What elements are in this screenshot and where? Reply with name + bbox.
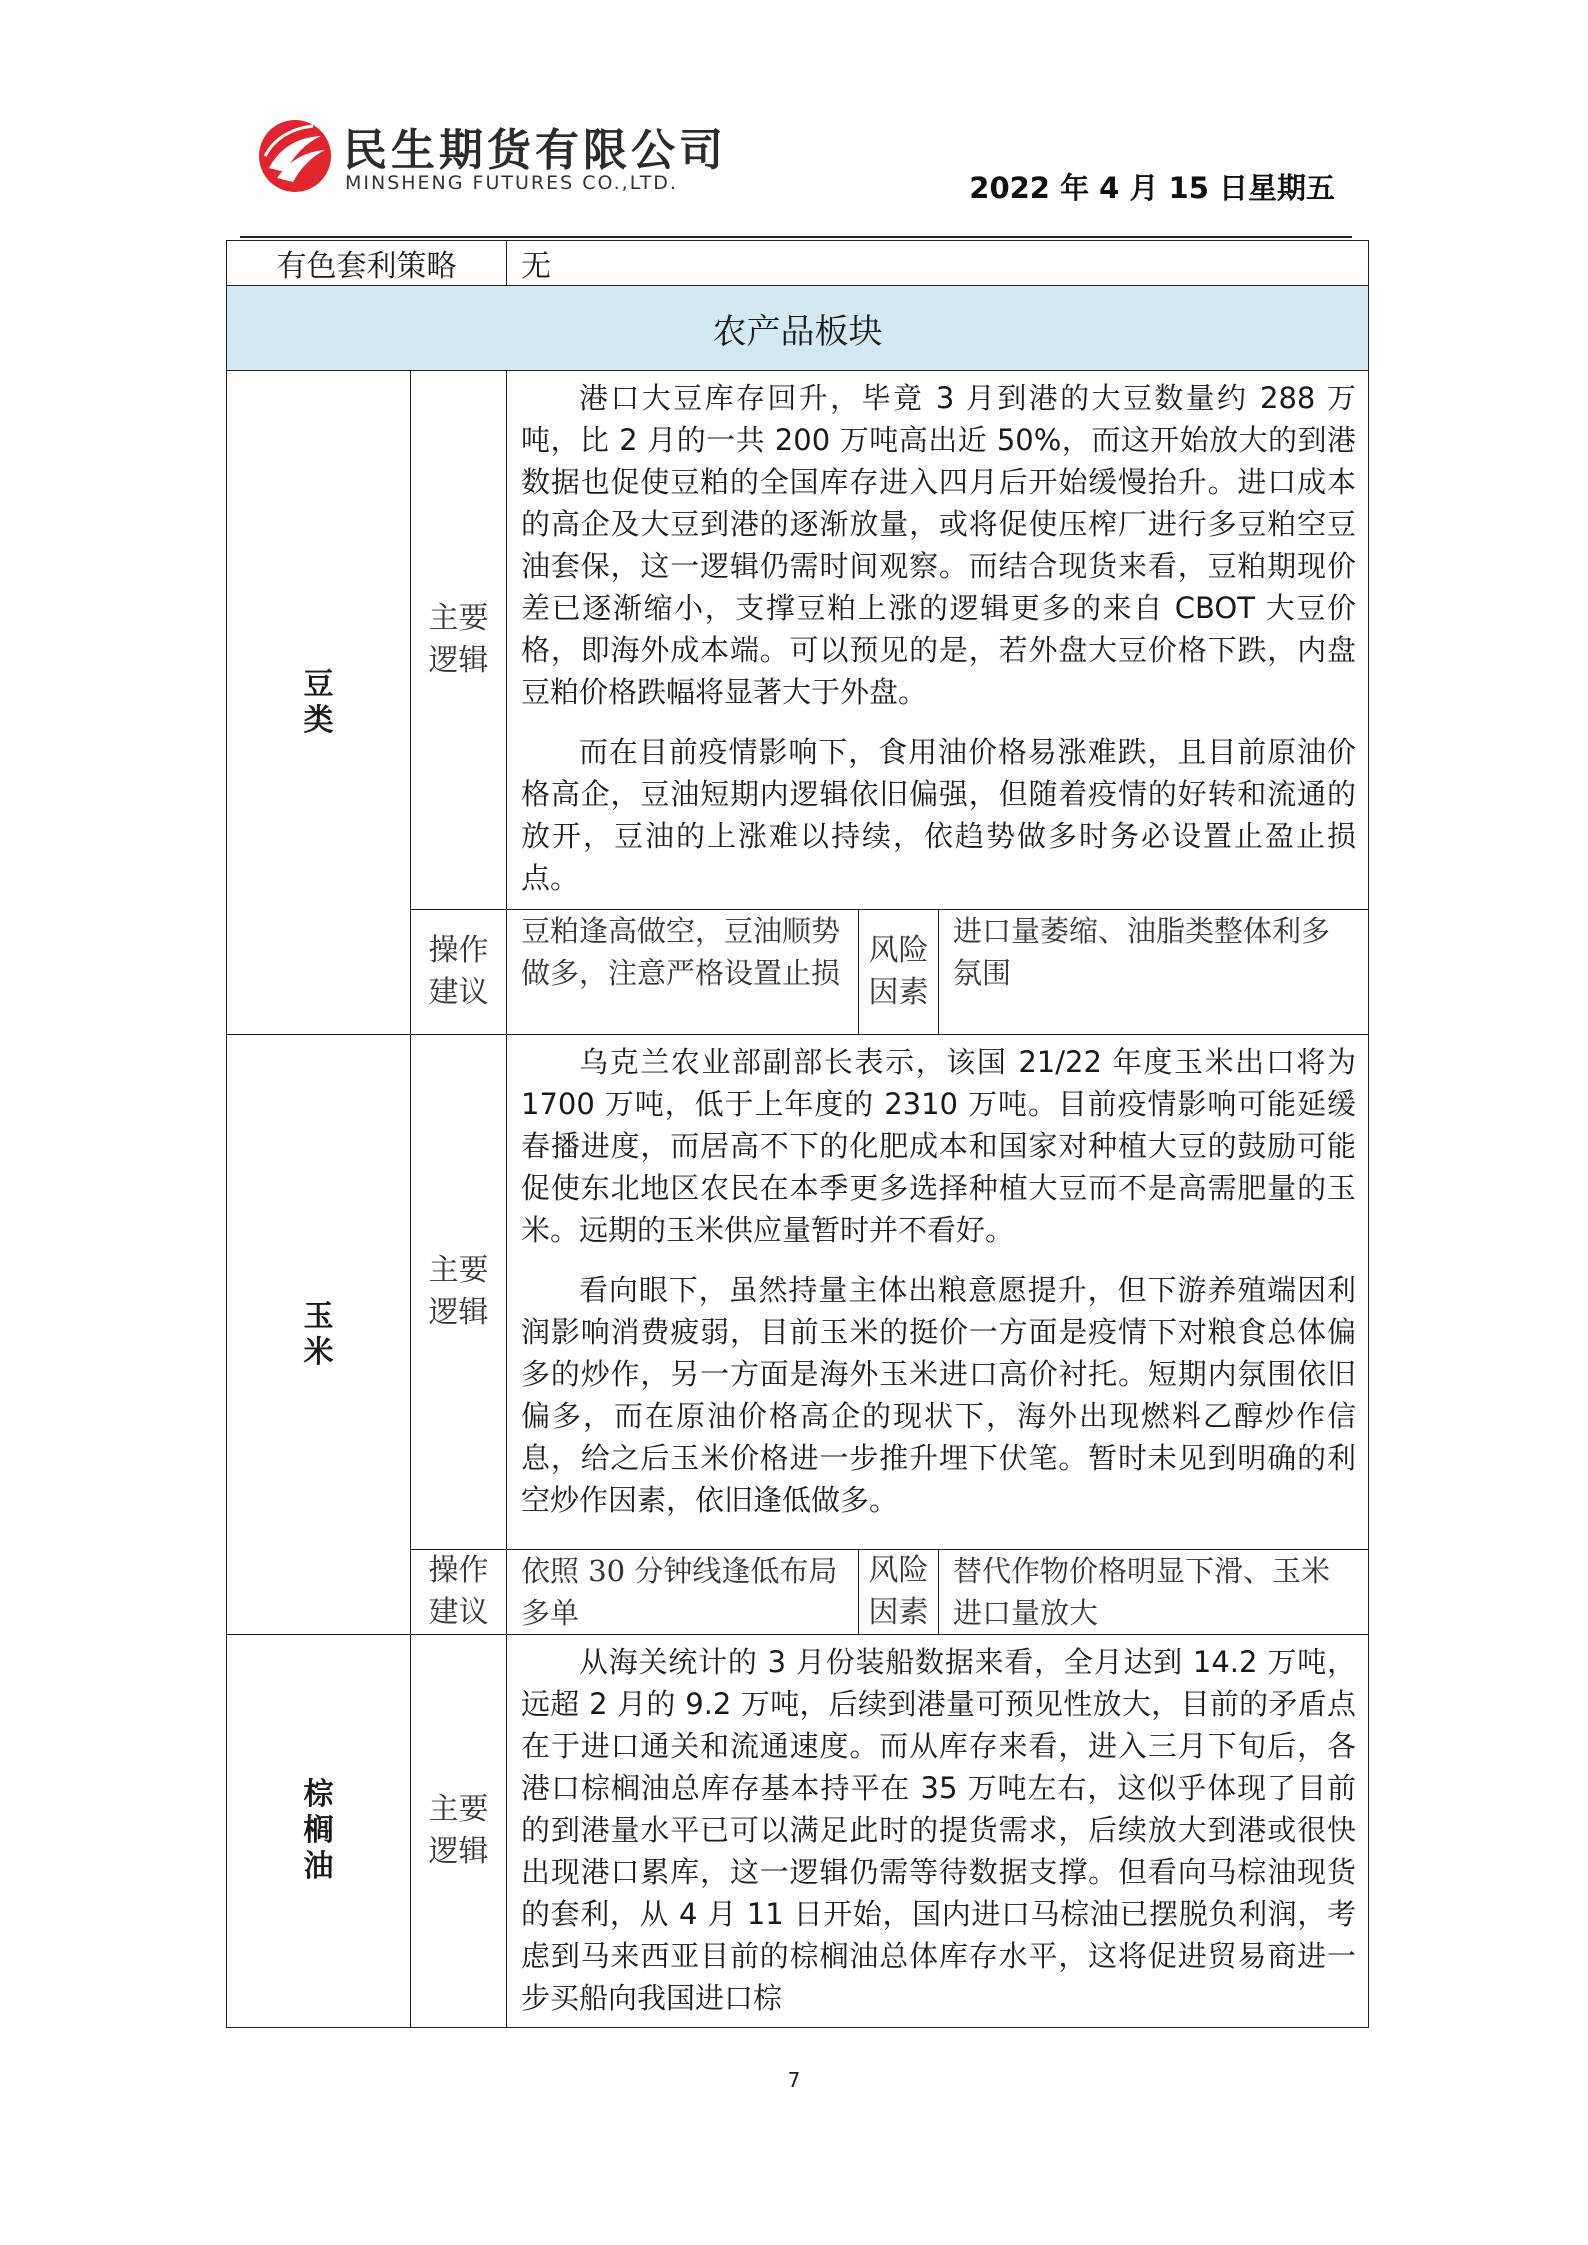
- strategy-label: 有色套利策略: [227, 241, 507, 286]
- company-name-cn: 民生期货有限公司: [343, 125, 727, 176]
- company-logo: [255, 112, 735, 202]
- logic-paragraph: 看向眼下，虽然持量主体出粮意愿提升，但下游养殖端因利润影响消费疲弱，目前玉米的挺价一方面是疫情下对粮食总体偏多的炒作，另一方面是海外玉米进口高价衬托。短期内氛围依旧偏多，而在原油价格高企的现状下，海外出现燃料乙醇炒作信息，给之后玉米价格进一步推升埋下伏笔。暂时未见到明确的利空炒作因素，依旧逢低做多。: [521, 1273, 1356, 1517]
- minsheng-logo-icon: [255, 116, 335, 196]
- category-name: 豆类: [303, 666, 334, 738]
- main-logic-label: 主要逻辑: [411, 371, 507, 910]
- operation-label: 操作建议: [411, 1550, 507, 1635]
- logic-paragraph: 而在目前疫情影响下，食用油价格易涨难跌，且目前原油价格高企，豆油短期内逻辑依旧偏强，但随着疫情的好转和流通的放开，豆油的上涨难以持续，依趋势做多时务必设置止盈止损点。: [521, 735, 1356, 895]
- report-table: [226, 240, 1369, 2028]
- category-name: 棕榈油: [303, 1777, 334, 1884]
- logic-paragraph: 从海关统计的 3 月份装船数据来看，全月达到 14.2 万吨，远超 2 月的 9.2 万吨，后续到港量可预见性放大，目前的矛盾点在于进口通关和流通速度。而从库存来看，进入三月下旬后，各港口棕榈油总库存基本持平在 35 万吨左右，这似乎体现了目前的到港量水平已可以满足此时的提货需求，后续放大到港或很快出现港口累库，这一逻辑仍需等待数据支撑。但看向马棕油现货的套利，从 4 月 11 日开始，国内进口马棕油已摆脱负利润，考虑到马来西亚目前的棕榈油总体库存水平，这将促进贸易商进一步买船向我国进口棕: [521, 1645, 1356, 2015]
- strategy-row: [227, 241, 1369, 286]
- risk-text: 替代作物价格明显下滑、玉米进口量放大: [939, 1550, 1369, 1635]
- category-cell-soy: [227, 371, 411, 1035]
- soy-logic-row: [227, 371, 1369, 910]
- strategy-value: 无: [507, 241, 1369, 286]
- main-logic-label: 主要逻辑: [411, 1635, 507, 2028]
- main-logic-label: 主要逻辑: [411, 1035, 507, 1550]
- category-name: 玉米: [303, 1298, 334, 1370]
- logic-paragraph: 港口大豆库存回升，毕竟 3 月到港的大豆数量约 288 万吨，比 2 月的一共 200 万吨高出近 50%，而这开始放大的到港数据也促使豆粕的全国库存进入四月后开始缓慢抬升。进口成本的高企及大豆到港的逐渐放量，或将促使压榨厂进行多豆粕空豆油套保，这一逻辑仍需时间观察。而结合现货来看，豆粕期现价差已逐渐缩小，支撑豆粕上涨的逻辑更多的来自 CBOT 大豆价格，即海外成本端。可以预见的是，若外盘大豆价格下跌，内盘豆粕价格跌幅将显著大于外盘。: [521, 381, 1356, 709]
- report-date: 2022 年 4 月 15 日星期五: [969, 171, 1335, 205]
- category-cell-corn: [227, 1035, 411, 1635]
- section-title: 农产品板块: [227, 286, 1369, 371]
- header-rule: [240, 236, 1352, 238]
- operation-label: 操作建议: [411, 910, 507, 1035]
- logic-paragraph: 乌克兰农业部副部长表示，该国 21/22 年度玉米出口将为 1700 万吨，低于上年度的 2310 万吨。目前疫情影响可能延缓春播进度，而居高不下的化肥成本和国家对种植大豆的鼓励可能促使东北地区农民在本季更多选择种植大豆而不是高需肥量的玉米。远期的玉米供应量暂时并不看好。: [521, 1045, 1356, 1247]
- risk-label: 风险因素: [859, 910, 939, 1035]
- palm-logic-row: [227, 1635, 1369, 2028]
- logic-text: [507, 1035, 1369, 1550]
- company-name-en: MINSHENG FUTURES CO.,LTD.: [345, 172, 678, 194]
- logic-text: [507, 1635, 1369, 2028]
- category-cell-palm: [227, 1635, 411, 2028]
- risk-text: 进口量萎缩、油脂类整体利多氛围: [939, 910, 1369, 1035]
- page-number: 7: [787, 2068, 801, 2092]
- operation-text: 豆粕逢高做空，豆油顺势做多，注意严格设置止损: [507, 910, 859, 1035]
- logic-text: [507, 371, 1369, 910]
- section-header-row: [227, 286, 1369, 371]
- operation-text: 依照 30 分钟线逢低布局多单: [507, 1550, 859, 1635]
- corn-logic-row: [227, 1035, 1369, 1550]
- risk-label: 风险因素: [859, 1550, 939, 1635]
